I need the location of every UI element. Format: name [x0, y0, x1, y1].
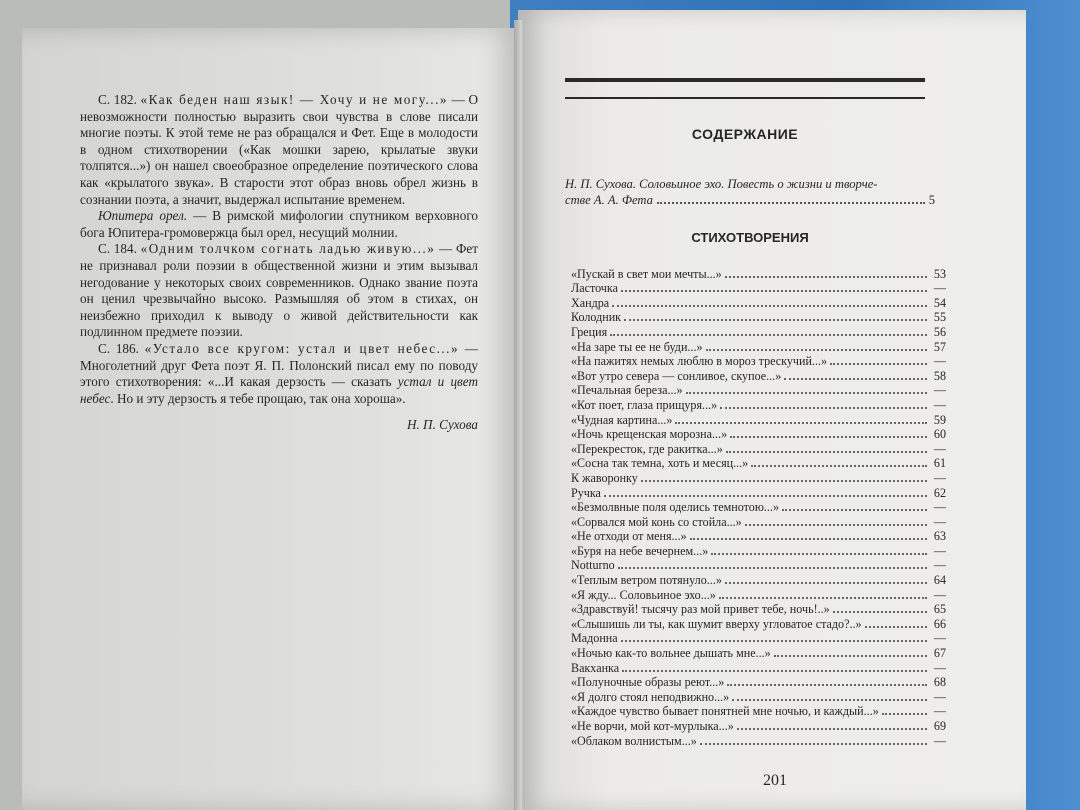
- toc-entry-title: «Ночью как-то вольнее дышать мне...»: [571, 646, 771, 661]
- header-rule-thin: [565, 97, 925, 99]
- toc-entry: [571, 514, 946, 529]
- toc-entry-page: —: [933, 543, 946, 558]
- toc-entry: [571, 587, 946, 602]
- leader-dots: [622, 670, 927, 672]
- toc-entry: [571, 266, 946, 281]
- toc-entry-title: «Пускай в свет мои мечты...»: [571, 266, 722, 281]
- toc-entry-page: —: [933, 383, 946, 398]
- toc-entry-title: «На заре ты ее не буди...»: [571, 339, 703, 354]
- toc-entry-title: «Здравствуй! тысячу раз мой привет тебе, ночь!..»: [571, 602, 830, 617]
- toc-entry-page: 55: [933, 310, 946, 325]
- toc-entry: [571, 456, 946, 471]
- toc-entry: [571, 470, 946, 485]
- intro-line-2: [565, 192, 935, 208]
- toc-entry: [571, 281, 946, 296]
- toc-entry: [571, 733, 946, 748]
- toc-entry-title: Мадонна: [571, 631, 618, 646]
- toc-entry-page: —: [933, 514, 946, 529]
- note-text: — Многолетний друг Фета поэт Я. П. Полонский писал ему по поводу этого стихотворения: «...И какая дерзость — сказать: [80, 340, 479, 390]
- leader-dots: [865, 626, 927, 628]
- toc-entry: [571, 689, 946, 704]
- toc-entry-title: «Ночь крещенская морозна...»: [571, 427, 728, 442]
- leader-dots: [725, 276, 927, 278]
- toc-entry: [571, 718, 946, 733]
- note-ref: С. 186.: [98, 340, 145, 356]
- toc-entry-title: «Облаком волнистым...»: [571, 733, 697, 748]
- note-quote: «Устало все кругом: устал и цвет небес...»: [144, 340, 460, 356]
- book-gutter: [514, 20, 522, 810]
- toc-entry: [571, 616, 946, 631]
- note-ref: С. 184.: [98, 241, 141, 257]
- toc-entry: [571, 543, 946, 558]
- note-paragraph: [80, 208, 478, 241]
- toc-entry: [571, 397, 946, 412]
- toc-entry-page: 69: [933, 719, 946, 733]
- toc-entry: [571, 704, 946, 719]
- toc-entry-page: —: [933, 704, 946, 719]
- toc-entry: [571, 354, 946, 369]
- leader-dots: [657, 192, 925, 204]
- note-quote: «Как беден наш язык! — Хочу и не могу...»: [140, 92, 448, 107]
- toc-entry: [571, 572, 946, 587]
- note-paragraph: [80, 341, 478, 407]
- toc-entry-title: «Я жду... Соловьиное эхо...»: [571, 587, 716, 602]
- toc-entry-page: —: [933, 397, 946, 412]
- page-number: 201: [763, 772, 787, 789]
- commentary-text: [80, 92, 478, 434]
- toc-entry: [571, 631, 946, 646]
- intro-entry: [565, 176, 935, 208]
- note-paragraph: [80, 241, 478, 341]
- leader-dots: [610, 334, 927, 336]
- toc-entry: [571, 441, 946, 456]
- toc-entry-page: 58: [933, 368, 946, 383]
- toc-entry-page: 62: [933, 485, 946, 500]
- intro-line-1: Н. П. Сухова. Соловьиное эхо. Повесть о жизни и творче-: [565, 177, 878, 191]
- toc-entry-page: 64: [933, 573, 946, 588]
- toc-entry-title: «Не ворчи, мой кот-мурлыка...»: [571, 719, 734, 733]
- note-ref: С. 182.: [98, 92, 141, 107]
- toc-entry: [571, 558, 946, 573]
- toc-entry-title: Ручка: [571, 485, 601, 500]
- toc-entry-title: «Перекресток, где ракитка...»: [571, 441, 723, 456]
- note-italic: устал и цвет небес: [80, 374, 478, 406]
- leader-dots: [700, 743, 927, 745]
- leader-dots: [686, 392, 927, 394]
- leader-dots: [604, 495, 927, 497]
- toc-entry-title: Хандра: [571, 295, 610, 310]
- toc-entry: [571, 427, 946, 442]
- leader-dots: [612, 305, 927, 307]
- toc-entry-title: «Сосна так темна, хоть и месяц...»: [571, 456, 749, 471]
- toc-entry-page: —: [933, 631, 946, 646]
- leader-dots: [737, 728, 927, 730]
- leader-dots: [774, 655, 927, 657]
- toc-entry-page: —: [933, 587, 946, 602]
- toc-entry: [571, 660, 946, 675]
- toc-entry-page: —: [933, 660, 946, 675]
- leader-dots: [624, 319, 927, 321]
- header-rule-thick: [565, 78, 925, 82]
- note-text: — О невозможности полностью выразить свои чувства в слове писали многие поэты. К этой теме не раз обращался и Фет. Еще в молодости в одном стихотворении («Как мошки зарею, крылатые звуки толпятся...») он нашел своеобразное определение поэтического слова как «крылатого звука». В старости этот образ вновь обрел жизнь в сознании поэта, а значит, выдержал испытание временем.: [80, 92, 478, 207]
- leader-dots: [621, 640, 927, 642]
- toc-entry-page: —: [933, 354, 946, 369]
- toc-entry-page: 53: [933, 266, 946, 281]
- toc-entry-title: «Кот поет, глаза прищуря...»: [571, 397, 718, 412]
- contents-title: СОДЕРЖАНИЕ: [691, 126, 799, 142]
- toc-entry-title: К жаворонку: [571, 470, 638, 485]
- toc-entry-page: 67: [933, 646, 946, 661]
- toc-entry-title: Вакханка: [571, 660, 620, 675]
- leader-dots: [730, 436, 927, 438]
- toc-entry: [571, 368, 946, 383]
- toc-entry-page: 54: [933, 295, 946, 310]
- toc-entry: [571, 310, 946, 325]
- toc-entry-page: 60: [933, 427, 946, 442]
- toc-entry-page: —: [933, 500, 946, 515]
- toc-entry-title: «Безмолвные поля оделись темнотою...»: [571, 500, 779, 515]
- leader-dots: [782, 509, 927, 511]
- toc-entry-title: «Буря на небе вечернем...»: [571, 543, 709, 558]
- toc-entry-page: —: [933, 689, 946, 704]
- intro-page: 5: [928, 193, 935, 207]
- note-text: — В римской мифологии спутником верховного бога Юпитера-громовержца был орел, несущий молнии.: [80, 208, 478, 240]
- toc-entry-page: 68: [933, 675, 946, 690]
- toc-entry-title: «Чудная картина...»: [571, 412, 673, 427]
- leader-dots: [882, 713, 927, 715]
- toc-entry: [571, 645, 946, 660]
- leader-dots: [732, 699, 927, 701]
- leader-dots: [784, 378, 927, 380]
- toc-entry-title: Ласточка: [571, 281, 618, 296]
- leader-dots: [727, 684, 927, 686]
- toc-entry: [571, 675, 946, 690]
- toc-entry: [571, 500, 946, 515]
- note-text: — Фет не признавал роли поэзии в общественной жизни и этим вызывал негодование у некоторых своих современников. Однако звание поэта он ценил чрезвычайно высоко. Размышляя об этом в стихах, он неизбежно приходил к выводу о живой действительности как подлинном предмете поэзии.: [80, 241, 478, 340]
- toc-entry-page: —: [933, 558, 946, 573]
- toc-entry: [571, 324, 946, 339]
- leader-dots: [720, 407, 927, 409]
- leader-dots: [745, 524, 927, 526]
- toc-entry: [571, 602, 946, 617]
- toc-entry-title: Греция: [571, 324, 608, 339]
- leader-dots: [719, 597, 927, 599]
- author-signature: Н. П. Сухова: [406, 417, 478, 433]
- toc-entry-title: «Теплым ветром потянуло...»: [571, 573, 722, 588]
- toc-entry: [571, 383, 946, 398]
- toc-entry-page: 65: [933, 602, 946, 617]
- toc-entry-title: «Сорвался мой конь со стойла...»: [571, 514, 742, 529]
- leader-dots: [706, 349, 927, 351]
- toc-entry-page: 57: [933, 339, 946, 354]
- toc-entry-title: «Полуночные образы реют...»: [571, 675, 725, 690]
- toc-entry-page: 59: [933, 412, 946, 427]
- leader-dots: [726, 451, 927, 453]
- section-title: СТИХОТВОРЕНИЯ: [691, 230, 809, 245]
- toc-list: [571, 266, 946, 748]
- note-term: Юпитера орел.: [98, 208, 188, 224]
- toc-entry: [571, 339, 946, 354]
- toc-entry-page: —: [933, 733, 946, 748]
- leader-dots: [830, 363, 927, 365]
- intro-title-end: стве А. А. Фета: [565, 193, 653, 207]
- note-quote: «Одним толчком согнать ладью живую...»: [140, 241, 436, 257]
- leader-dots: [751, 465, 927, 467]
- leader-dots: [621, 290, 927, 292]
- leader-dots: [618, 567, 927, 569]
- leader-dots: [690, 538, 927, 540]
- toc-entry-page: —: [933, 441, 946, 456]
- toc-entry-title: «Слышишь ли ты, как шумит вверху угловатое стадо?..»: [571, 616, 862, 631]
- toc-entry-title: «Вот утро севера — сонливое, скупое...»: [571, 368, 782, 383]
- toc-entry-title: «Печальная береза...»: [571, 383, 683, 398]
- toc-entry: [571, 529, 946, 544]
- note-paragraph: [80, 92, 478, 208]
- toc-entry-page: 63: [933, 529, 946, 544]
- toc-entry: [571, 412, 946, 427]
- toc-entry-title: «Я долго стоял неподвижно...»: [571, 689, 730, 704]
- toc-entry-title: Колодник: [571, 310, 622, 325]
- leader-dots: [833, 611, 927, 613]
- toc-entry-title: «На пажитях немых люблю в мороз трескучий...»: [571, 354, 828, 369]
- toc-entry-page: 61: [933, 456, 946, 471]
- leader-dots: [675, 422, 927, 424]
- toc-entry-title: «Не отходи от меня...»: [571, 529, 687, 544]
- toc-entry: [571, 295, 946, 310]
- toc-entry-page: 66: [933, 616, 946, 631]
- toc-entry-title: «Каждое чувство бывает понятней мне ночью, и каждый...»: [571, 704, 879, 719]
- leader-dots: [725, 582, 927, 584]
- toc-entry-title: Notturno: [571, 558, 615, 573]
- toc-entry: [571, 485, 946, 500]
- note-text: . Но и эту дерзость я тебе прощаю, так она хороша».: [110, 390, 406, 406]
- toc-entry-page: 56: [933, 324, 946, 339]
- toc-entry-page: —: [933, 470, 946, 485]
- toc-entry-page: —: [933, 281, 946, 296]
- leader-dots: [641, 480, 927, 482]
- leader-dots: [711, 553, 927, 555]
